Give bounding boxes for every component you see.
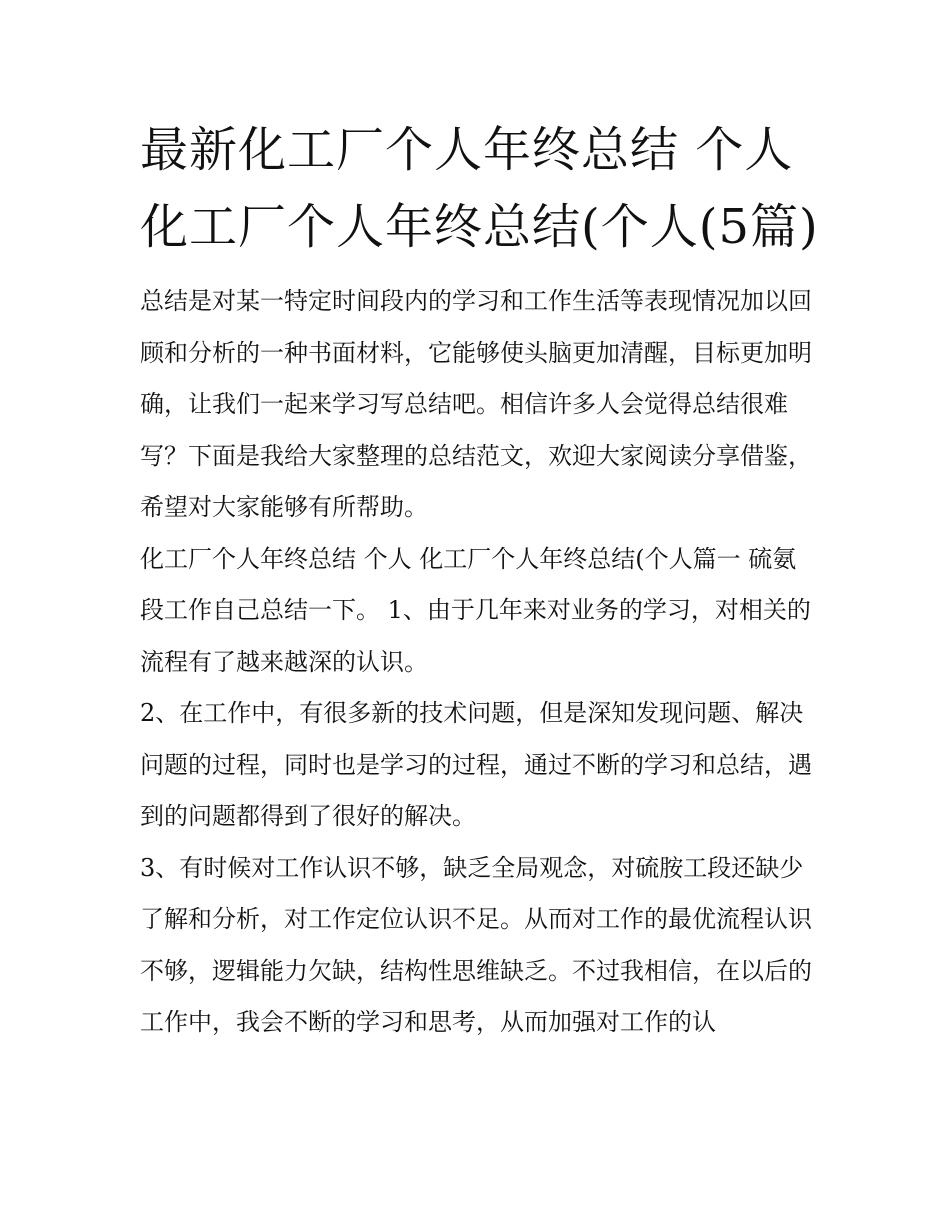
paragraph-section-1: 化工厂个人年终总结 个人 化工厂个人年终总结(个人篇一 硫氨段工作自己总结一下。 1、由于几年来对业务的学习，对相关的流程有了越来越深的认识。 xyxy=(140,544,811,676)
paragraph-point-3: 3、有时候对工作认识不够，缺乏全局观念，对硫胺工段还缺少了解和分析，对工作定位认识不足。从而对工作的最优流程认识不够，逻辑能力欠缺，结构性思维缺乏。不过我相信，在以后的工作中，我会不断的学习和思考，从而加强对工作的认 xyxy=(140,853,812,1036)
paragraph-point-2: 2、在工作中，有很多新的技术问题，但是深知发现问题、解决问题的过程，同时也是学习的过程，通过不断的学习和总结，遇到的问题都得到了很好的解决。 xyxy=(140,699,812,830)
document-body xyxy=(140,112,820,1049)
paragraph-intro: 总结是对某一特定时间段内的学习和工作生活等表现情况加以回顾和分析的一种书面材料，它能够使头脑更加清醒，目标更加明确，让我们一起来学习写总结吧。相信许多人会觉得总结很难写？下面是我给大家整理的总结范文，欢迎大家阅读分享借鉴，希望对大家能够有所帮助。 xyxy=(140,287,812,521)
document-title: 最新化工厂个人年终总结 个人化工厂个人年终总结(个人(5篇) xyxy=(140,122,819,255)
